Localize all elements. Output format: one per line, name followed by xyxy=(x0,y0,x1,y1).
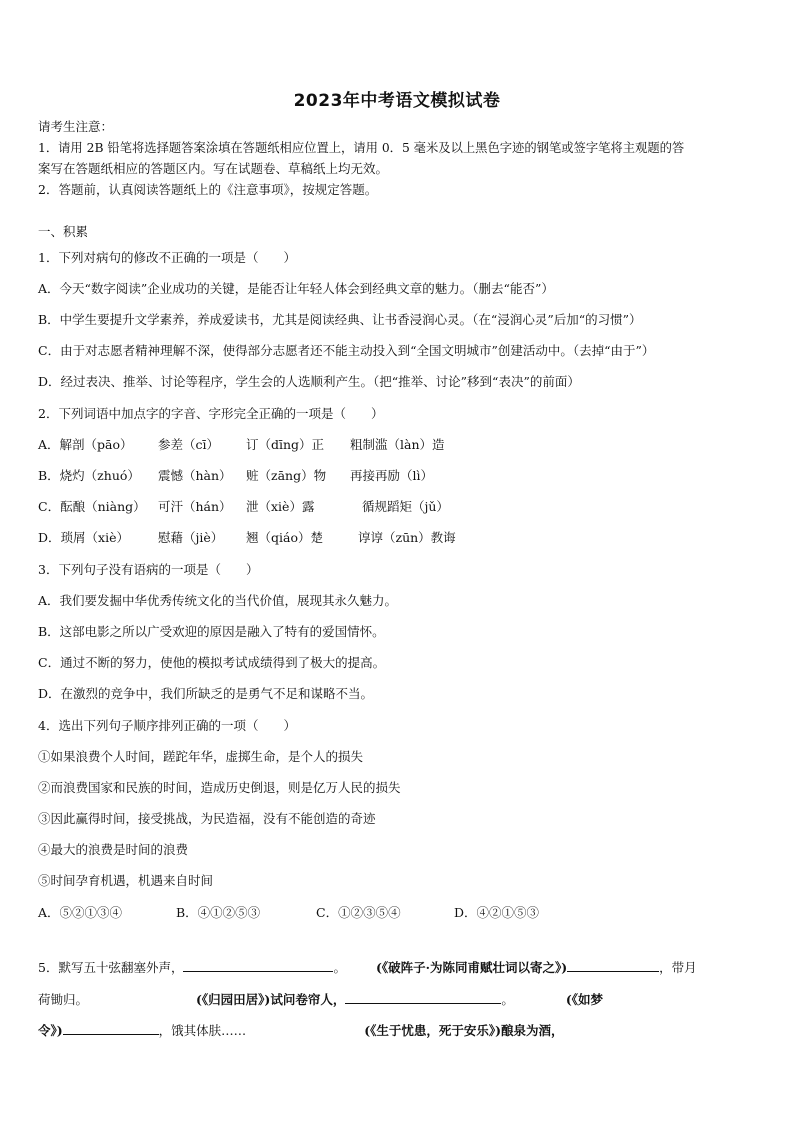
q2-d-word-4: 谆谆（zūn）教诲 xyxy=(358,530,456,545)
q4-option-d: D．④②①⑤③ xyxy=(454,905,540,920)
q3-option-d: D．在激烈的竞争中，我们所缺乏的是勇气不足和谋略不当。 xyxy=(38,686,374,701)
q5-line-2 xyxy=(38,990,603,1008)
q5-blank-1[interactable] xyxy=(183,958,333,972)
q5-text-1: 5．默写五十弦翻塞外声， xyxy=(38,960,184,975)
q4-option-b: B．④①②⑤③ xyxy=(176,905,261,920)
q2-a-word-1: A．解剖（pāo） xyxy=(38,437,133,452)
q5-text-5: 。 xyxy=(501,992,514,1007)
q2-c-word-3: 泄（xiè）露 xyxy=(246,499,315,514)
notice-item-2: 2．答题前，认真阅读答题纸上的《注意事项》，按规定答题。 xyxy=(38,182,378,197)
q2-b-word-4: 再接再励（lì） xyxy=(350,468,433,483)
q2-option-c xyxy=(38,499,449,515)
q2-b-word-3: 赃（zāng）物 xyxy=(246,468,327,483)
q2-stem: 2．下列词语中加点字的字音、字形完全正确的一项是（ ） xyxy=(38,406,384,421)
q4-option-a: A．⑤②①③④ xyxy=(38,905,123,920)
q3-option-c: C．通过不断的努力，使他的模拟考试成绩得到了极大的提高。 xyxy=(38,655,386,670)
q2-d-word-3: 翘（qiáo）楚 xyxy=(246,530,323,545)
q2-option-a xyxy=(38,437,445,453)
q4-option-c: C．①②③⑤④ xyxy=(316,905,401,920)
q5-source-3-part-1: (《如梦 xyxy=(565,992,604,1007)
q5-source-3-part-2: 令》) xyxy=(38,1023,63,1038)
q2-c-word-1: C．酝酿（niàng） xyxy=(38,499,146,514)
q2-a-word-3: 订（dīng）正 xyxy=(246,437,325,452)
q5-line-3 xyxy=(38,1021,564,1039)
q2-option-d xyxy=(38,530,456,546)
q5-blank-2[interactable] xyxy=(567,958,659,972)
q2-b-word-2: 震憾（hàn） xyxy=(158,468,232,483)
q1-option-c: C．由于对志愿者精神理解不深，使得部分志愿者还不能主动投入到“全国文明城市”创建活动中。（去掉“由于”） xyxy=(38,343,655,358)
q1-option-b: B．中学生要提升文学素养，养成爱读书，尤其是阅读经典、让书香浸润心灵。（在“浸润心灵”后加“的习惯”） xyxy=(38,312,642,327)
q2-c-word-4: 循规蹈矩（jǔ） xyxy=(362,499,449,514)
q2-a-word-4: 粗制滥（làn）造 xyxy=(350,437,445,452)
page-title: 2023年中考语文模拟试卷 xyxy=(293,91,501,111)
q5-blank-3[interactable] xyxy=(345,990,501,1004)
q5-blank-4[interactable] xyxy=(63,1021,159,1035)
q1-option-a: A．今天“数字阅读”企业成功的关键，是能否让年轻人体会到经典文章的魅力。（删去“能否”） xyxy=(38,281,554,296)
q3-stem: 3．下列句子没有语病的一项是（ ） xyxy=(38,562,259,577)
q5-text-3: ，带月 xyxy=(659,960,697,975)
q3-option-b: B．这部电影之所以广受欢迎的原因是融入了特有的爱国情怀。 xyxy=(38,624,385,639)
q4-sentence-1: ①如果浪费个人时间，蹉跎年华，虚掷生命，是个人的损失 xyxy=(38,749,364,764)
q5-text-4: 荷锄归。 xyxy=(38,992,89,1007)
q2-b-word-1: B．烧灼（zhuó） xyxy=(38,468,140,483)
notice-item-1-line-2: 案写在答题纸相应的答题区内。写在试题卷、草稿纸上均无效。 xyxy=(38,161,389,176)
q3-option-a: A．我们要发掘中华优秀传统文化的当代价值，展现其永久魅力。 xyxy=(38,593,398,608)
q4-stem: 4．选出下列句子顺序排列正确的一项（ ） xyxy=(38,718,296,733)
q5-source-2: (《归园田居》)试问卷帘人， xyxy=(196,992,346,1007)
notice-heading: 请考生注意： xyxy=(38,119,114,134)
q5-source-4: (《生于忧患，死于安乐》)酿泉为酒， xyxy=(364,1023,564,1038)
q4-sentence-2: ②而浪费国家和民族的时间，造成历史倒退，则是亿万人民的损失 xyxy=(38,780,401,795)
notice-item-1-line-1: 1．请用 2B 铅笔将选择题答案涂填在答题纸相应位置上，请用 0．5 毫米及以上黑色字迹的钢笔或签字笔将主观题的答 xyxy=(38,141,685,155)
q5-text-6: ，饿其体肤…… xyxy=(158,1023,247,1038)
q2-d-word-1: D．琐屑（xiè） xyxy=(38,530,129,545)
q4-sentence-5: ⑤时间孕育机遇，机遇来自时间 xyxy=(38,873,214,888)
q2-option-b xyxy=(38,468,433,484)
q2-d-word-2: 慰藉（jiè） xyxy=(158,530,224,545)
section-heading: 一、积累 xyxy=(38,224,89,239)
q5-source-1: (《破阵子·为陈同甫赋壮词以寄之》) xyxy=(375,960,568,975)
q1-stem: 1．下列对病句的修改不正确的一项是（ ） xyxy=(38,250,296,265)
q5-text-2: 。 xyxy=(333,960,346,975)
q5-line-1 xyxy=(38,958,697,976)
q2-a-word-2: 参差（cī） xyxy=(158,437,219,452)
q2-c-word-2: 可汗（hán） xyxy=(158,499,232,514)
q4-sentence-4: ④最大的浪费是时间的浪费 xyxy=(38,842,189,857)
q4-options xyxy=(38,905,539,921)
q1-option-d: D．经过表决、推举、讨论等程序，学生会的人选顺利产生。（把“推举、讨论”移到“表决”的前面） xyxy=(38,374,580,389)
q4-sentence-3: ③因此赢得时间，接受挑战，为民造福，没有不能创造的奇迹 xyxy=(38,811,376,826)
